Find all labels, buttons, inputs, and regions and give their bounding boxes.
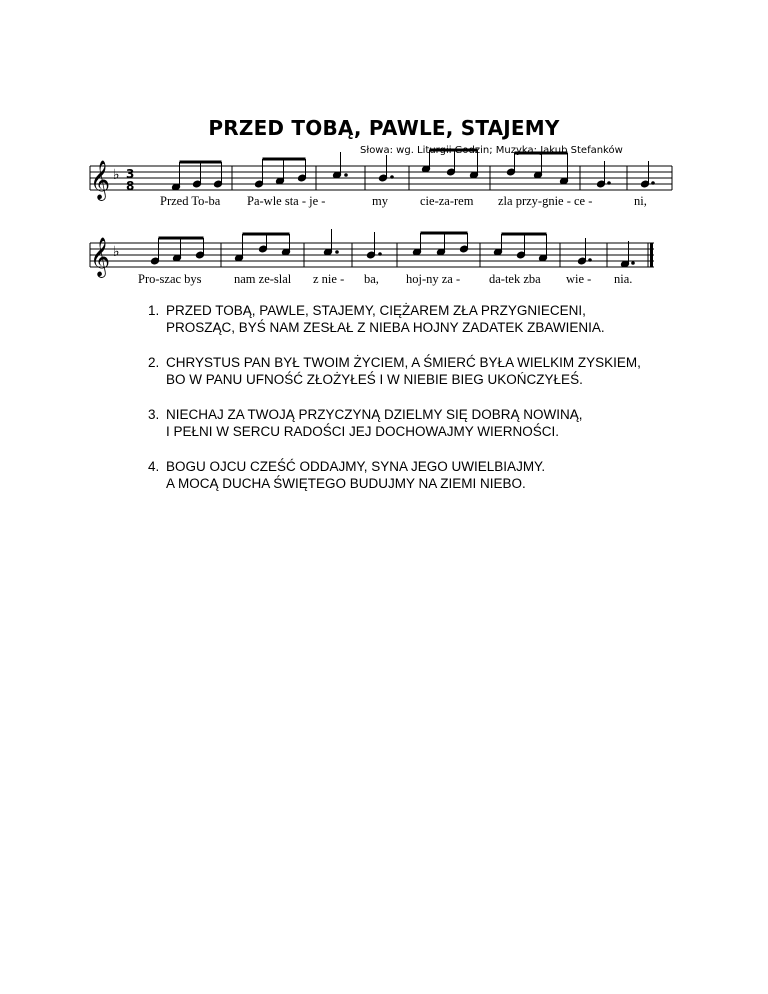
lyric-staff2-1: Pro-szac bys: [138, 272, 202, 286]
time-signature-bottom: 8: [126, 179, 135, 193]
lyric-staff1-3: my: [372, 194, 388, 208]
time-signature-top: 3: [126, 167, 135, 181]
lyric-staff2-4: ba,: [364, 272, 379, 286]
staff-2: [90, 229, 654, 286]
lyric-staff1-5: zla przy-gnie - ce -: [498, 194, 593, 208]
verse-number: 3.: [148, 407, 160, 422]
lyric-staff2-3: z nie -: [313, 272, 345, 286]
lyric-staff1-4: cie-za-rem: [420, 194, 474, 208]
song-title: PRZED TOBĄ, PAWLE, STAJEMY: [208, 116, 560, 140]
lyric-staff2-5: hoj-ny za -: [406, 272, 461, 286]
lyric-staff1-1: Przed To-ba: [160, 194, 221, 208]
verse-line: A MOCĄ DUCHA ŚWIĘTEGO BUDUJMY NA ZIEMI NIEBO.: [166, 476, 526, 491]
lyric-staff2-8: nia.: [614, 272, 633, 286]
verse-line: PRZED TOBĄ, PAWLE, STAJEMY, CIĘŻAREM ZŁA PRZYGNIECENI,: [166, 303, 586, 318]
verse-line: CHRYSTUS PAN BYŁ TWOIM ŻYCIEM, A ŚMIERĆ BYŁA WIELKIM ZYSKIEM,: [166, 355, 641, 370]
lyric-staff1-2: Pa-wle sta - je -: [247, 194, 326, 208]
verse-number: 1.: [148, 303, 160, 318]
verse-3: [148, 406, 668, 440]
verse-line: BO W PANU UFNOŚĆ ZŁOŻYŁEŚ I W NIEBIE BIEG UKOŃCZYŁEŚ.: [166, 372, 583, 387]
lyric-staff2-7: wie -: [566, 272, 592, 286]
music-score: [0, 0, 768, 300]
verse-number: 2.: [148, 355, 160, 370]
lyric-staff2-2: nam ze-slal: [234, 272, 292, 286]
lyric-staff2-6: da-tek zba: [489, 272, 541, 286]
verse-number: 4.: [148, 459, 160, 474]
verse-2: [148, 354, 668, 388]
verse-1: [148, 302, 668, 336]
verse-line: I PEŁNI W SERCU RADOŚCI JEJ DOCHOWAJMY WIERNOŚCI.: [166, 424, 560, 439]
lyric-staff1-6: ni,: [634, 194, 647, 208]
song-credits: Słowa: wg. Liturgii Godzin; Muzyka: Jakub Stefanków: [360, 145, 623, 156]
verse-list: [148, 302, 668, 510]
verse-line: PROSZĄC, BYŚ NAM ZESŁAŁ Z NIEBA HOJNY ZADATEK ZBAWIENIA.: [166, 320, 605, 335]
staff-1: [90, 150, 672, 208]
verse-4: [148, 458, 668, 492]
flat-icon: ♭: [113, 167, 120, 183]
verse-line: NIECHAJ ZA TWOJĄ PRZYCZYNĄ DZIELMY SIĘ DOBRĄ NOWINĄ,: [166, 407, 583, 422]
flat-icon: ♭: [113, 244, 120, 260]
verse-line: BOGU OJCU CZEŚĆ ODDAJMY, SYNA JEGO UWIELBIAJMY.: [166, 459, 546, 474]
treble-clef-icon: 𝄞: [90, 160, 111, 200]
treble-clef-icon: 𝄞: [90, 237, 111, 277]
